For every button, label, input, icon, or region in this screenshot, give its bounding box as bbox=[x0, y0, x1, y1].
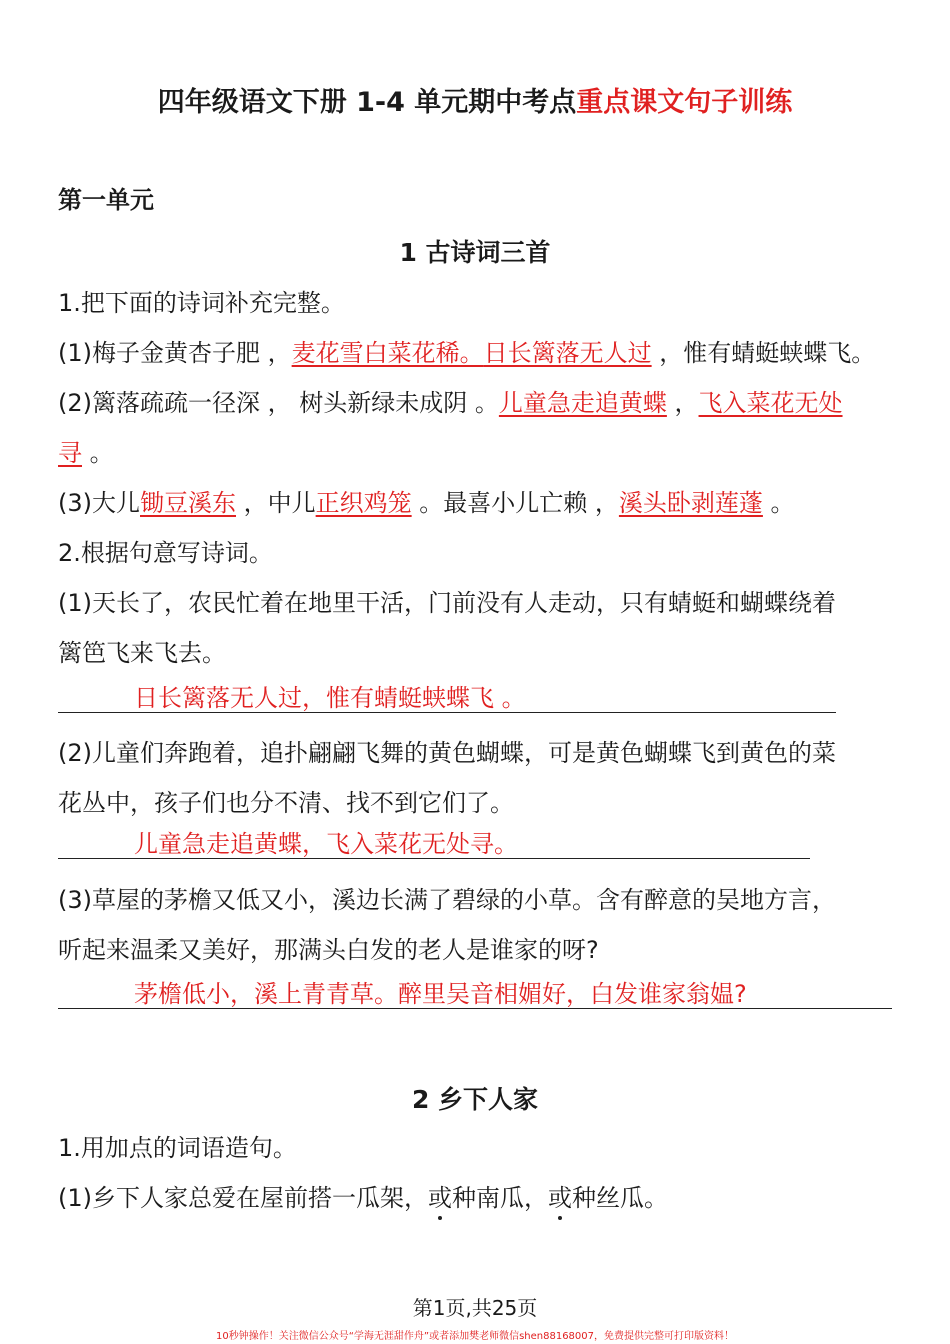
answer: 寻 bbox=[58, 439, 82, 467]
promo-banner: 10秒钟操作！关注微信公众号“学海无涯甜作舟”或者添加樊老师微信shen88168007，免费提供完整可打印版资料！ bbox=[215, 1331, 735, 1342]
unit-heading: 第一单元 bbox=[58, 186, 154, 214]
lesson-1-heading: 1 古诗词三首 bbox=[399, 238, 551, 267]
text: (1)乡下人家总爱在屋前搭一瓜架， bbox=[58, 1184, 428, 1212]
answer-text: 茅檐低小，溪上青青草。醉里吴音相媚好，白发谁家翁媪? bbox=[134, 980, 747, 1008]
answer-line-3 bbox=[58, 976, 892, 1009]
text: (3)大儿 bbox=[58, 489, 140, 517]
sentence-3-line-1: (3)草屋的茅檐又低又小，溪边长满了碧绿的小草。含有醉意的吴地方言， bbox=[58, 886, 836, 914]
answer: 儿童急走追黄蝶 bbox=[498, 389, 667, 417]
text: (1)梅子金黄杏子肥 ， bbox=[58, 339, 292, 367]
text: 种丝瓜。 bbox=[572, 1184, 668, 1212]
text: ，中儿 bbox=[236, 489, 316, 517]
dotted-word: 或 bbox=[428, 1184, 452, 1212]
answer: 锄豆溪东 bbox=[140, 489, 236, 517]
lesson-2-heading: 2 乡下人家 bbox=[411, 1085, 539, 1114]
sentence-1-line-2: 篱笆飞来飞去。 bbox=[58, 639, 226, 667]
text: ， bbox=[666, 389, 699, 417]
question-1-prompt: 1.把下面的诗词补充完整。 bbox=[58, 289, 345, 317]
text: 。 bbox=[82, 439, 114, 467]
text: 种南瓜， bbox=[452, 1184, 548, 1212]
answer-text: 儿童急走追黄蝶，飞入菜花无处寻。 bbox=[134, 830, 518, 858]
title-highlight: 重点课文句子训练 bbox=[576, 87, 793, 118]
sentence-3-line-2: 听起来温柔又美好，那满头白发的老人是谁家的呀? bbox=[58, 936, 599, 964]
sentence-2-line-2: 花丛中，孩子们也分不清、找不到它们了。 bbox=[58, 789, 514, 817]
dotted-word: 或 bbox=[548, 1184, 572, 1212]
poem-line-1 bbox=[58, 333, 898, 368]
poem-line-3 bbox=[58, 483, 898, 518]
answer-text: 日长篱落无人过，惟有蜻蜓蛱蝶飞 。 bbox=[134, 684, 526, 712]
answer-line-2 bbox=[58, 826, 810, 859]
answer: 飞入菜花无处 bbox=[698, 389, 843, 417]
sentence-2-line-1: (2)儿童们奔跑着，追扑翩翩飞舞的黄色蝴蝶，可是黄色蝴蝶飞到黄色的菜 bbox=[58, 739, 836, 767]
text: ，惟有蜻蜓蛱蝶飞。 bbox=[651, 339, 876, 367]
title-main: 四年级语文下册 1-4 单元期中考点 bbox=[157, 87, 577, 118]
page-number: 第1页,共25页 bbox=[412, 1296, 538, 1320]
poem-line-2-cont bbox=[58, 433, 898, 468]
sentence-1-line-1: (1)天长了，农民忙着在地里干活，门前没有人走动，只有蜻蜓和蝴蝶绕着 bbox=[58, 589, 836, 617]
text: (2)篱落疏疏一径深 ， 树头新绿未成阴 。 bbox=[58, 389, 499, 417]
lesson-2-sentence-1 bbox=[58, 1178, 898, 1213]
poem-line-2 bbox=[58, 383, 898, 418]
answer-line-1 bbox=[58, 680, 836, 713]
answer: 正织鸡笼 bbox=[315, 489, 412, 517]
lesson-2-question-1: 1.用加点的词语造句。 bbox=[58, 1134, 297, 1162]
answer: 溪头卧剥莲蓬 bbox=[618, 489, 763, 517]
text: 。最喜小儿亡赖 ， bbox=[411, 489, 619, 517]
page-title bbox=[0, 80, 950, 119]
text: 。 bbox=[762, 489, 795, 517]
answer: 日长篱落无人过 bbox=[483, 339, 652, 367]
question-2-prompt: 2.根据句意写诗词。 bbox=[58, 539, 273, 567]
answer: 麦花雪白菜花稀。 bbox=[291, 339, 484, 367]
